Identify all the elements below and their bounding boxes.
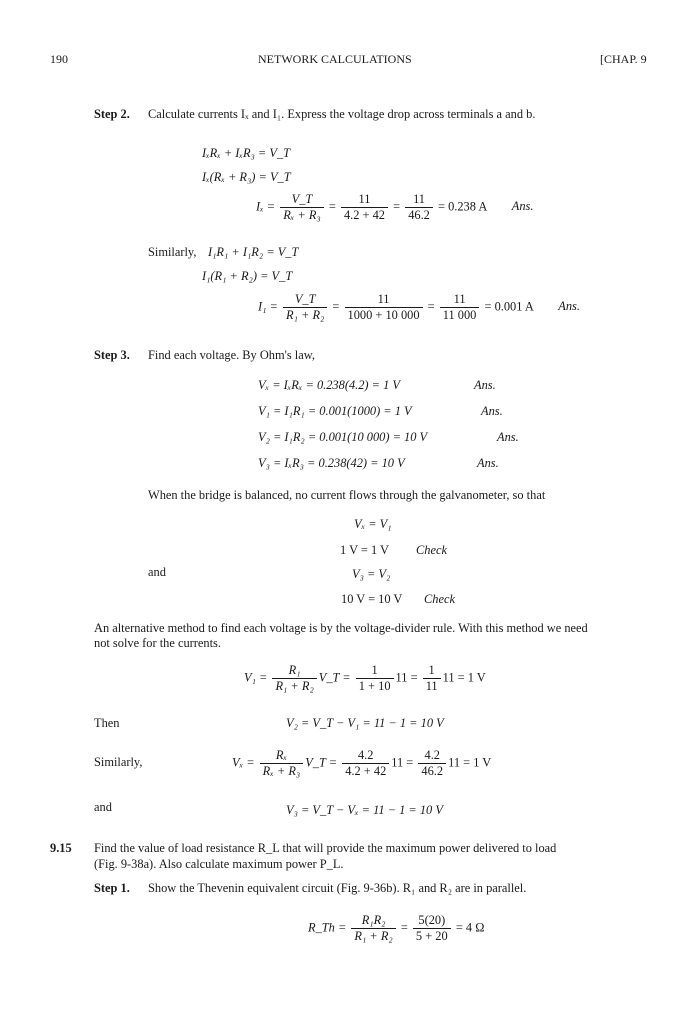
ans-label: Ans.	[497, 430, 519, 444]
eq-v2: V₂ = I₁R₂ = 0.001(10 000) = 10 V	[258, 430, 428, 444]
denominator: 46.2	[418, 763, 446, 779]
ans-label: Ans.	[558, 299, 580, 314]
alt-text-line2: not solve for the currents.	[94, 636, 221, 650]
step2-text: Calculate currents Iₓ and I₁. Express the voltage drop across terminals a and b.	[148, 107, 536, 121]
fraction	[405, 192, 433, 223]
denominator: Rₓ + R₃	[260, 763, 304, 779]
eq-i1-sum: I₁R₁ + I₁R₂ = V_T	[208, 245, 299, 259]
eq-i1-solution: I₁ = $\frac{V\_T}{\text{R₁ + R₂}}$ = $\frac{11}{1000 + 10 000}$ = $\frac{11}{11 000}$ = 0.001 A Ans.	[258, 292, 580, 322]
fraction	[418, 748, 446, 779]
eq-result: 11 = 1 V	[448, 755, 492, 770]
denominator: 11	[423, 678, 441, 694]
fraction	[413, 913, 451, 944]
alt-text-line1: An alternative method to find each voltage is by the voltage-divider rule. With this method we need	[94, 621, 588, 635]
eq-v2-divider: V₂ = V_T − V₁ = 11 − 1 = 10 V	[286, 716, 444, 730]
fraction	[260, 748, 304, 779]
numerator: 11	[358, 192, 371, 206]
ans-label: Ans.	[474, 378, 496, 392]
eq-ix-sum: IₓRₓ + IₓR₃ = V_T	[202, 146, 291, 160]
eq-ix-factored: Iₓ(Rₓ + R₃) = V_T	[202, 170, 291, 184]
and-label: and	[148, 565, 166, 579]
fraction	[356, 663, 394, 694]
eq-v3: V₃ = IₓR₃ = 0.238(42) = 10 V	[258, 456, 405, 470]
eq-rth: R_Th = $\frac{\text{R₁R₂}}{\text{R₁ + R₂}}$ = $\frac{5(20)}{5 + 20}$ = 4 Ω	[308, 913, 485, 943]
denominator: 11 000	[440, 307, 480, 323]
balanced-text: When the bridge is balanced, no current flows through the galvanometer, so that	[148, 488, 546, 502]
denominator: 1 + 10	[356, 678, 394, 694]
step2-label: Step 2.	[94, 107, 130, 121]
fraction	[342, 748, 389, 779]
chapter-label: [CHAP. 9	[600, 52, 647, 66]
numerator: 11	[377, 292, 390, 306]
fraction	[280, 192, 324, 223]
numerator: V_T	[291, 192, 313, 206]
eq-result: 11 = 1 V	[442, 670, 486, 685]
eq-ix-solution: Iₓ = $\frac{V\_T}{\text{Rₓ + R₃}}$ = $\frac{11}{4.2 + 42}$ = $\frac{11}{46.2}$ = 0.238 A Ans.	[256, 192, 534, 222]
eq-vx: Vₓ = IₓRₓ = 0.238(4.2) = 1 V	[258, 378, 400, 392]
eq-v1-divider	[244, 663, 486, 694]
check-1v: 1 V = 1 V	[340, 543, 389, 557]
step3-text: Find each voltage. By Ohm's law,	[148, 348, 315, 362]
then-label: Then	[94, 716, 120, 730]
denominator: 4.2 + 42	[342, 763, 389, 779]
eq-i1-factored: I₁(R₁ + R₂) = V_T	[202, 269, 293, 283]
fraction	[341, 192, 388, 223]
check-label: Check	[416, 543, 447, 557]
fraction	[351, 913, 395, 944]
similarly-label: Similarly,	[94, 755, 143, 769]
fraction	[345, 292, 423, 323]
numerator: 11	[453, 292, 466, 306]
check-10v: 10 V = 10 V	[341, 592, 403, 606]
check-label: Check	[424, 592, 455, 606]
problem-number: 9.15	[50, 841, 72, 855]
page-number: 190	[50, 52, 68, 66]
eq-lhs: V₁ =	[244, 670, 268, 685]
eq-lhs: Vₓ =	[232, 755, 255, 770]
step1-label: Step 1.	[94, 881, 130, 895]
step1-text: Show the Thevenin equivalent circuit (Fig. 9-36b). R₁ and R₂ are in parallel.	[148, 881, 527, 895]
numerator: R₁	[288, 663, 301, 677]
ans-label: Ans.	[511, 199, 534, 214]
denominator: R₁ + R₂	[283, 307, 327, 323]
eq-lhs: Iₓ =	[256, 199, 276, 214]
numerator: 11	[413, 192, 425, 206]
eq-result: = 0.238 A	[437, 199, 487, 214]
denominator: R₁ + R₂	[351, 928, 395, 944]
and-label: and	[94, 800, 112, 814]
numerator: V_T	[294, 292, 316, 306]
eq-term: V_T =	[305, 755, 338, 770]
eq-vx-divider	[232, 748, 491, 779]
problem-text-line1: Find the value of load resistance R_L that will provide the maximum power delivered to load	[94, 841, 557, 855]
ans-label: Ans.	[481, 404, 503, 418]
check-v3-v2: V₃ = V₂	[352, 567, 391, 581]
denominator: 46.2	[405, 207, 433, 223]
eq-result: = 4 Ω	[455, 920, 485, 935]
numerator: 1	[371, 663, 378, 677]
fraction	[272, 663, 316, 694]
ans-label: Ans.	[477, 456, 499, 470]
numerator: R₁R₂	[361, 913, 386, 927]
eq-v3-divider: V₃ = V_T − Vₓ = 11 − 1 = 10 V	[286, 803, 443, 817]
eq-term: 11 =	[395, 670, 418, 685]
eq-result: = 0.001 A	[484, 299, 534, 314]
fraction	[423, 663, 441, 694]
denominator: R₁ + R₂	[272, 678, 316, 694]
numerator: 5(20)	[418, 913, 446, 927]
fraction	[283, 292, 327, 323]
problem-text-line2: (Fig. 9-38a). Also calculate maximum power P_L.	[94, 857, 344, 871]
eq-term: 11 =	[391, 755, 414, 770]
running-title: NETWORK CALCULATIONS	[258, 52, 412, 66]
eq-lhs: I₁ =	[258, 299, 278, 314]
denominator: 1000 + 10 000	[345, 307, 423, 323]
eq-v1: V₁ = I₁R₁ = 0.001(1000) = 1 V	[258, 404, 412, 418]
denominator: Rₓ + R₃	[280, 207, 324, 223]
check-vx-v1: Vₓ = V₁	[354, 517, 392, 531]
step3-label: Step 3.	[94, 348, 130, 362]
denominator: 4.2 + 42	[341, 207, 388, 223]
similarly-label: Similarly,	[148, 245, 197, 259]
fraction	[440, 292, 480, 323]
denominator: 5 + 20	[413, 928, 451, 944]
eq-lhs: R_Th =	[308, 920, 347, 935]
eq-term: V_T =	[318, 670, 351, 685]
numerator: 4.2	[357, 748, 374, 762]
numerator: 1	[428, 663, 435, 677]
numerator: Rₓ	[275, 748, 287, 762]
numerator: 4.2	[424, 748, 440, 762]
